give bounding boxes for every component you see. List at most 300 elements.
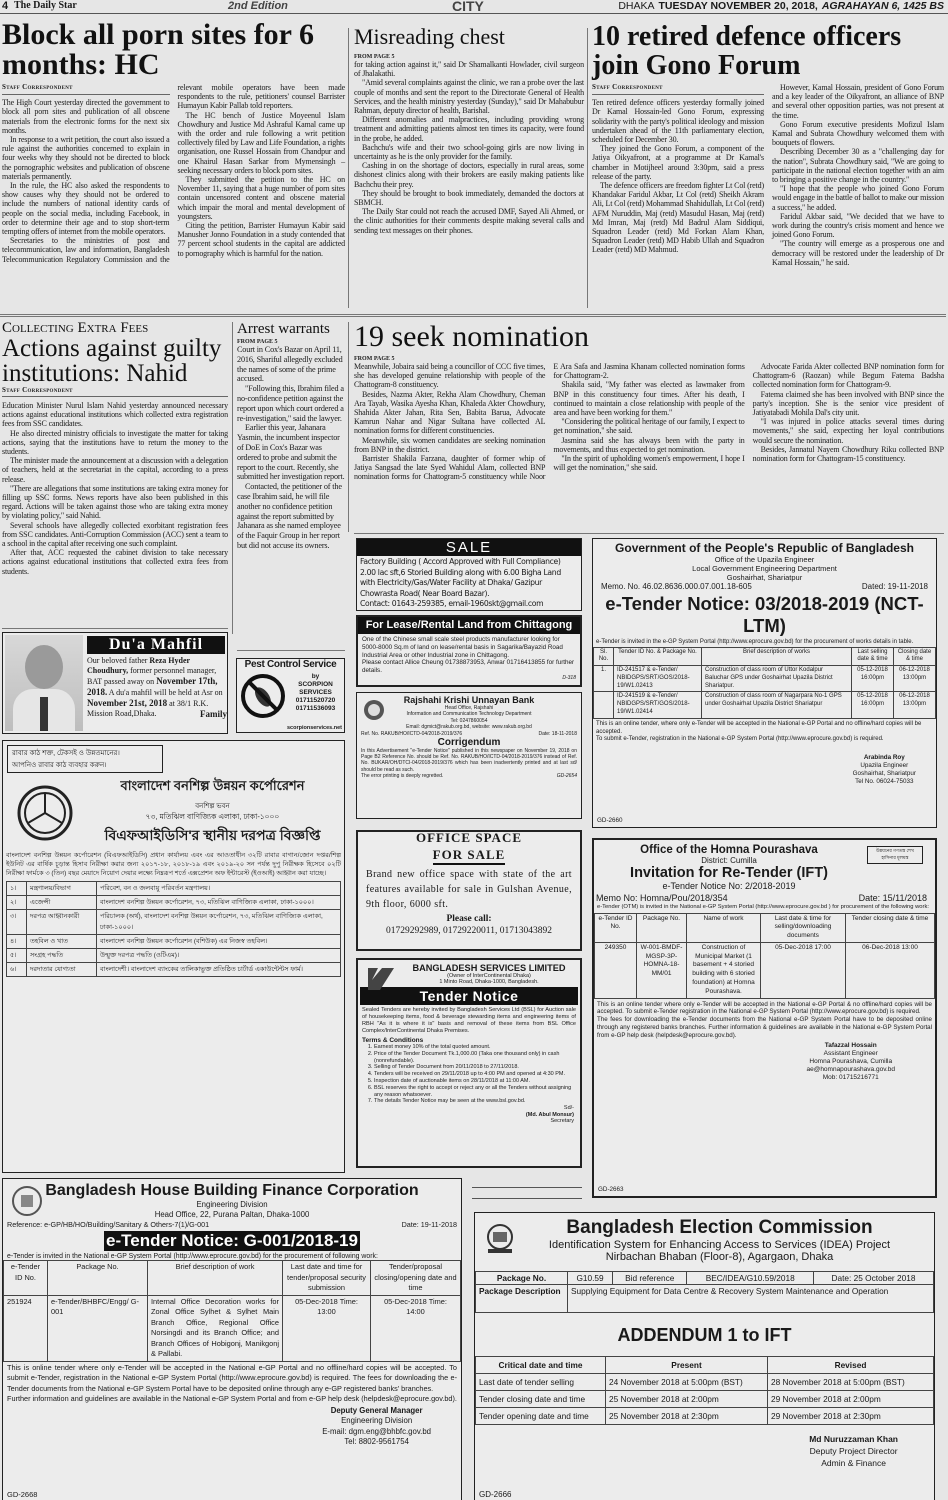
reference: Reference: e-GP/HB/HO/Building/Sanitary & Others-7(1)/G-001	[7, 1220, 210, 1229]
article-body	[592, 83, 944, 267]
article-body	[354, 60, 584, 235]
paragraph: for taking action against it," said Dr Shamalkanti Howlader, civil surgeon of Jhalakathi.	[354, 60, 584, 79]
text-line: Local Government Engineering Department	[692, 564, 837, 573]
article-body	[354, 362, 944, 482]
slogan-box	[7, 745, 163, 773]
text-line: Information and Communication Technology Department	[406, 711, 532, 718]
article-nomination	[354, 322, 944, 482]
ad-heading: Tender Notice	[360, 987, 578, 1005]
website: scorpionservices.net	[286, 725, 342, 731]
column-header: Brief description of work	[148, 1261, 283, 1296]
column-header: e-Tender ID No.	[595, 913, 637, 942]
table-cell: 05-12-2018 16:00pm	[852, 666, 894, 692]
paragraph: The minister made the announcement at a discussion with a delegation of teachers, held at the secretariat in the capital, according to a press release.	[2, 456, 228, 484]
paragraph: Besides, Jannatul Nayem Chowdhury Riku collected BNP nomination form for Chattogram-15 constituency.	[752, 444, 944, 464]
ad-title: Du'a Mahfil	[87, 636, 225, 654]
table-row	[595, 942, 935, 998]
table-row	[7, 935, 341, 949]
signature-block	[322, 1406, 431, 1448]
ad-heading: ADDENDUM 1 to IFT	[617, 1325, 792, 1345]
paragraph: The High Court yesterday directed the government to block all porn sites and publication of all obscene materials from the electronic forms for the next six months.	[2, 98, 170, 135]
ad-title	[358, 829, 580, 865]
table-cell: ID-241517 & e-Tender/ NBIDGPS/SRT/GOS/2018-19/W1.02413	[614, 666, 702, 692]
list-item: 7. The details Tender Notice may be seen at the www.bsl.gov.bd.	[374, 1098, 576, 1105]
date: Date: 15/11/2018	[858, 893, 927, 903]
date: Date: 18-11-2018	[538, 730, 577, 737]
ad-header	[398, 963, 580, 985]
text-line: Tel: 0247860054	[450, 717, 488, 724]
paragraph: After that, ACC requested the cabinet division to take necessary actions against educational institutions that collected extra fees from students.	[2, 548, 228, 576]
table-cell: দরদাতার যোগ্যতা	[27, 963, 97, 977]
signature-row	[594, 1042, 935, 1082]
portrait-photo	[5, 635, 83, 731]
paper-logo: The Daily Star	[14, 0, 77, 11]
paragraph: Barrister Shakila Farzana, daughter of former whip of Jatiya Sangsad the late Syed Wahidul Alam, collected BNP nomination forms for Chattogram-5 constituency while Noor E Ara Safa and Jasmina Khanam collected nomination forms for Chattogram-2.	[354, 362, 745, 482]
jump-from: FROM PAGE 5	[354, 54, 395, 60]
column-divider	[348, 322, 349, 532]
table-row	[4, 1295, 461, 1361]
signer: Deputy General Manager	[330, 1405, 423, 1415]
dateline-bangla: AGRAHAYAN 6, 1425 BS	[821, 0, 944, 12]
table-cell: Tender opening date and time	[476, 1408, 606, 1425]
memo-number: Memo No: Homna/Pou/2018/354	[596, 893, 728, 903]
bfidc-table-wrap	[3, 878, 344, 980]
column-header: e-Tender ID No.	[4, 1261, 48, 1296]
headline: 10 retired defence officers join Gono Forum	[592, 21, 902, 81]
paragraph: "Following this, Ibrahim filed a no-confidence petition against the report upon which court ordered a re-investigation," said the lawyer.	[237, 384, 344, 423]
paragraph: Bachchu's wife and their two school-going girls are now living in uncertainty as he is the only provider for the family.	[354, 142, 584, 162]
list-item: 1. Earnest money 10% of the total quoted amount.	[374, 1044, 576, 1051]
table-cell: Construction of Municipal Market (1 basement + 4 storied building with 6 storied foundation) at Homna Pourashava.	[687, 942, 761, 998]
text-line: Further information and guidelines are available in the National e-GP System Portal and from e-GP help desk (helpdesk@eprocure.gov.bd).	[7, 1394, 457, 1403]
ad-title: Rajshahi Krishi Unnayan Bank	[403, 695, 535, 705]
paragraph: They submitted the petition to the HC on November 11, saying that a huge number of porn sites contain uncensored content and obscene material which impair the moral and mental development of youngsters.	[177, 175, 345, 221]
signer-lines	[806, 1050, 895, 1082]
text: ৭৩, মতিঝিল বাণিজ্যিক এলাকা, ঢাকা-১০০০	[145, 812, 280, 821]
ad-code: D-318	[562, 674, 576, 681]
article-body	[2, 83, 345, 264]
ad-title: Government of the People's Republic of Bangladesh	[615, 541, 914, 555]
table-row	[7, 963, 341, 977]
ad-title: Pest Control Service	[244, 659, 337, 670]
text: District: Cumilla	[701, 856, 757, 865]
column-divider	[232, 322, 233, 634]
ad-notes	[3, 1362, 461, 1406]
table-cell: 06-12-2018 13:00pm	[894, 666, 936, 692]
ad-text	[357, 556, 581, 611]
table-cell: 29 November 2018 at 2:30pm	[768, 1408, 934, 1425]
column-header: Closing date & time	[894, 647, 936, 666]
signer-lines	[809, 1445, 898, 1469]
paragraph: "Considering the political heritage of our family, I expect to get nomination," she said.	[553, 417, 745, 436]
ad-title: Bangladesh Election Commission	[566, 1217, 873, 1238]
ad-lease-land	[356, 615, 582, 687]
table-cell: 25 November 2018 at 2:00pm	[606, 1391, 768, 1408]
table-cell: W-001-BMDF-MGSP-3P-HOMNA-18-MM/01	[637, 942, 687, 998]
ad-header	[3, 1179, 461, 1220]
cell: BEC/IDEA/G10.59/2018	[687, 1272, 814, 1285]
column-header: Tender ID No. & Package No.	[614, 647, 702, 666]
paragraph: Contacted, the petitioner of the case Ibrahim said, he will file another no confidence petition against the report submitted by Jahanara as she named employee of the Faquir Group in her report but did not accuse its owners.	[237, 482, 342, 550]
text-line: 2.00 lac sft,6 Storied Building along with 6.00 Bigha Land	[360, 567, 561, 577]
ad-intro: e-Tender is invited in the e-GP System Portal (http://www.eprocure.gov.bd) for the procurement of works details in table.	[596, 639, 914, 645]
text: A du'a mahfil will be held at Asr on	[107, 688, 223, 697]
date: November 17th, 2018.	[87, 676, 218, 697]
table-cell: Tender closing date and time	[476, 1391, 606, 1408]
paragraph: Describing December 30 as a "challenging day for the nation", Subrata Chowdhury said, "We are going to participate in the national election together with an aim to bringing a positive change in the country."	[772, 147, 944, 185]
text-line: Office of the Upazila Engineer	[714, 555, 815, 564]
paragraph: "I hope that the people who joined Gono Forum would engage in the battle of ballot to make our mission a success," he added.	[772, 184, 945, 212]
paragraph: "In the spirit of upholding women's empowerment, I hope I will get the nomination," she said.	[553, 454, 745, 473]
table-header-row	[476, 1357, 934, 1374]
text-line: The fees for downloading the e-Tender documents from the National e-GP System Portal have to be deposited online through any registered banks branches. Further information & guidelines are available in the National e-GP System Portal from e-GP help desk (helpdesk@eprocure.gov.bd).	[597, 1016, 932, 1039]
text: by	[311, 673, 320, 680]
text-line: Tel: 8802-9561754	[344, 1437, 409, 1446]
ad-bec-addendum	[474, 1212, 935, 1500]
table-row	[476, 1285, 934, 1313]
signature-block	[809, 1433, 898, 1469]
table-cell: বাংলাদেশ বনশিল্প উন্নয়ন কর্পোরেশন, ৭৩, মতিঝিল বাণিজ্যিক এলাকা, ঢাকা-১০০০।	[97, 896, 341, 910]
company: SCORPION SERVICES	[298, 681, 333, 696]
table-header-row	[4, 1261, 461, 1296]
paragraph: The Daily Star could not reach the accused DMF, Sayed Ali Ahmed, or the clinic authorities for their comments despite making several calls and sending text messages on their phones.	[354, 207, 584, 235]
ad-factory-sale	[356, 538, 582, 611]
table-cell: 249350	[595, 942, 637, 998]
ad-header	[475, 1213, 934, 1263]
paragraph: Secretaries to the ministries of post and telecommunication, law and information, Bangladesh Telecommunication Regulatory Commission and the relevant mobile operators have been made respondents to the rule, petitioners' counsel Barrister Humayun Kabir Pallab told reporters.	[2, 83, 345, 264]
byline: Staff Correspondent	[2, 83, 170, 95]
signature: Family	[200, 709, 227, 719]
masthead	[0, 0, 948, 14]
article-body	[2, 401, 228, 576]
cell: Package No.	[476, 1272, 568, 1285]
text-line: Goshairhat, Shariatpur	[726, 573, 803, 582]
table-row	[7, 896, 341, 910]
paragraph: Advocate Farida Akter collected BNP nomination form for Chattogram-6 (Raozan) while Begum Fatema Badsha collected nomination form for Chattogram-9.	[752, 362, 944, 390]
signature-row	[593, 754, 936, 786]
memo-number: Memo. No. 46.02.8636.000.07.001.18-605	[601, 582, 752, 591]
phone: 01711520720	[295, 697, 336, 704]
text: One of the Chinese small scale steel products manufacturer looking for 5000-8000 Sq.m of land on lease/rental basis in Sagarika/Bayazid Road Industrial Area or other Industrial zone in Chittagong.	[362, 636, 563, 659]
ad-heading: e-Tender Notice: 03/2018-2019 (NCT-LTM)	[605, 593, 924, 636]
article-body	[237, 345, 345, 551]
ad-text	[87, 656, 227, 719]
text-line: Homna Pourashava, Cumilla	[809, 1057, 893, 1065]
text-line: Chowrasta Road( Near Board Bazar).	[360, 588, 490, 598]
table-row	[7, 910, 341, 935]
text: রাবার কাঠ শক্ত, টেকসই ও উন্নতমানের।	[12, 750, 120, 757]
table-cell: এজেন্সী	[27, 896, 97, 910]
text-line: Admin & Finance	[821, 1458, 886, 1468]
column-header: Name of work	[687, 913, 761, 942]
bfidc-logo-icon	[17, 785, 73, 841]
table-cell: ৫।	[7, 949, 27, 963]
table-cell: ২।	[7, 896, 27, 910]
column-header: Tender closing date & time	[846, 913, 935, 942]
text: The error printing is deeply regretted.	[361, 773, 444, 780]
paragraph: Fatema claimed she has been involved with BNP since the party's inception. She is the senior vice president of Jatiyatabadi Mohila Dal's city unit.	[752, 389, 944, 418]
text-line: E-mail: dgm.eng@bhbfc.gov.bd	[322, 1426, 431, 1436]
list-item: 3. Selling of Tender Document from 20/11/2018 to 27/11/2018.	[374, 1064, 576, 1071]
article-misreading-chest	[354, 26, 584, 235]
byline: Staff Correspondent	[592, 83, 764, 95]
paragraph: Faridul Akbar said, "We decided that we have to work during the country's crisis moment and hence we joined Gono Forum.	[772, 211, 944, 240]
text: former personnel manager, BAT passed away on	[87, 666, 217, 686]
no-bug-icon	[240, 673, 286, 719]
column-divider	[348, 28, 349, 308]
signer: Tafazzal Hossain	[824, 1041, 877, 1049]
dates-table	[475, 1356, 934, 1425]
headline: Arrest warrants	[237, 321, 330, 337]
table-cell: ১।	[7, 882, 27, 896]
table-row	[476, 1272, 934, 1285]
text-line: This is online tender where only e-Tender will be accepted in the National e-GP Portal and no offline/hard copies will be accepted. To submit e-Tender, registration in the National e-GP System Portal (http://www.eprocure.gov.bd) is required. The fees for downloading the e-Tender documents from the National e-GP System Portal have to be deposited online through any e-GP registered banks' branches.	[7, 1362, 457, 1393]
ad-title: For Lease/Rental Land from Chittagong	[358, 617, 580, 634]
paragraph: Meanwhile, six women candidates are seeking nomination from BNP in the district.	[354, 435, 546, 454]
ad-title: Bangladesh House Building Finance Corporation	[45, 1182, 419, 1199]
ad-homna-retender	[592, 838, 937, 1198]
jump-from: FROM PAGE 5	[237, 339, 278, 345]
ad-text: In this Advertisement "e-Tender Notice" published in this newspaper on November 19, 2018 on Page B2 Reference No. should be Ref. No. RAKUB/HO/ICTD-04/2018-2019/376 instead of Ref. No. BUKAR/OH/DTCI-04/2018-2019/376 which has been inadvertently printed and at last sd/ should be read as such.	[361, 747, 577, 773]
signature-row	[475, 1433, 934, 1469]
memo-row	[594, 891, 935, 903]
table-cell: পরিবেশ, বন ও জলবায়ু পরিবর্তন মন্ত্রণালয়।	[97, 882, 341, 896]
kicker: Collecting Extra Fees	[2, 320, 149, 336]
ad-code: GD-2668	[7, 1490, 38, 1499]
table-cell: সংগ্রহ পদ্ধতি	[27, 949, 97, 963]
signer: Md Nuruzzaman Khan	[809, 1434, 898, 1444]
paragraph: Shakila said, "My father was elected as lawmaker from BNP in this constituency four times. After his death, I continued to maintain a close relationship with people of the area and have been working for them."	[553, 380, 745, 418]
heading-wrap	[3, 1231, 461, 1251]
footer-row	[357, 773, 581, 779]
ad-code: GD-2666	[479, 1490, 512, 1499]
paragraph: They joined the Gono Forum, a component of the Jatiya Oikyafront, at a programme at Dr Kamal's chamber in Motijheel around 3:30pm, said a press release of the party.	[592, 144, 764, 181]
paragraph: Earlier this year, Jahanara Yasmin, the incumbent inspector of DoE in Cox's Bazar was ordered to probe and submit the report to the court. Recently, she submitted her investigation report.	[237, 423, 345, 482]
table-row	[594, 692, 936, 718]
ad-bsl-tender	[356, 958, 582, 1168]
paragraph: Cashing in on the shortage of doctors, especially in rural areas, some dishonest clinics along with their brokers are easily making patients like Bachchu their prey.	[354, 161, 584, 189]
table-cell: উন্মুক্ত দরপত্র পদ্ধতি (ওটিএম)।	[97, 949, 341, 963]
slogan-box: উন্নয়নের গণতন্ত্র শেখ হাসিনার মূলমন্ত্র	[867, 846, 923, 864]
ad-header	[357, 695, 581, 731]
text-line: Email: dgmict@rakub.org.bd, website: www.rakub.org.bd	[406, 724, 532, 731]
table-cell: 28 November 2018 at 5:00pm (BST)	[768, 1374, 934, 1391]
column-header: Package No.	[637, 913, 687, 942]
ad-title: বাংলাদেশ বনশিল্প উন্নয়ন কর্পোরেশন	[120, 778, 305, 793]
signature-block	[806, 1042, 895, 1082]
ad-intro: e-Tender (OTM) is invited in the National e-GP System Portal (http://www.eprocure.gov.bd ) for procurement of the following work:	[597, 904, 929, 910]
ad-text: Brand new office space with state of the art features available for sale in Gulshan Avenue, 9th floor, 6000 sft.	[366, 869, 572, 910]
paragraph: Gono Forum executive presidents Mofizul Islam Kamal and Subrata Chowdhury welcomed them with bouquets of flowers.	[772, 119, 944, 148]
signer: Arabinda Roy	[863, 754, 905, 762]
article-gono-forum	[592, 22, 944, 267]
cell: G10.59	[568, 1272, 613, 1285]
text-line: Engineering Division	[196, 1200, 268, 1209]
dateline-city: DHAKA	[618, 0, 655, 12]
ad-header-row	[3, 777, 344, 848]
page-number: 4	[2, 0, 9, 12]
section-rule	[472, 1198, 582, 1199]
paragraph: They should be brought to book immediately, demanded the doctors at SBMCH.	[354, 188, 584, 208]
table-cell: ৩।	[7, 910, 27, 935]
signature-block	[358, 1105, 580, 1125]
section-rule	[0, 314, 946, 317]
table-row	[476, 1374, 934, 1391]
text-line: Assistant Engineer	[823, 1049, 878, 1057]
table-cell: দরপত্র আহ্বানকারী	[27, 910, 97, 935]
ad-notes	[594, 999, 935, 1042]
paragraph: In the rule, the HC also asked the respondents to show causes why they should not be ordered to include the numbers of national identity cards of people on the social media, including Facebook, in order to determine their age and to stop short-term tempting offers of internet from the mobile operators.	[2, 181, 170, 237]
column-header: Package No.	[48, 1261, 148, 1296]
text-line: Goshairhat, Shariatpur	[852, 770, 916, 778]
ad-header	[81, 777, 344, 848]
signer: (Md. Abul Monsur)	[525, 1111, 574, 1118]
table-cell: 251924	[4, 1295, 48, 1361]
ad-dua-mahfil	[2, 632, 228, 734]
phone-numbers: 01729292989, 01729220011, 01713043892	[386, 926, 552, 936]
text-line: Factory Building ( Accord Approved with Full Compliance)	[360, 557, 561, 566]
bfidc-table	[6, 881, 341, 977]
table-cell: বাংলাদেশ বনশিল্প উন্নয়ন কর্পোরেশন (বশিউক) এর নিজস্ব তহবিল।	[97, 935, 341, 949]
table-cell: Internal Office Decoration works for Zonal Office Sylhet & Sylhet Main Branch Office, Regional Office Norsingdi and its Branch Office; and Branch Offices of Hobigonj, Manikgonj & Pallabi.	[148, 1295, 283, 1361]
list-item: 2. Price of the Tender Document Tk.1,000.00 (Taka one thousand only) in cash (nonrefundable).	[374, 1051, 576, 1065]
table-cell: তহবিল ও খাত	[27, 935, 97, 949]
paragraph: Citing the petition, Barrister Humayun Kabir said Manusher Jonno Foundation in a study contended that 77 percent school students in the capital are addicted to pornography which is harmful for the nation.	[177, 221, 345, 258]
paragraph: Jasmina said she has always been with the party in movements, and thus expected to get nomination.	[553, 435, 745, 454]
text-line: To submit e-Tender, registration in the National e-GP System Portal (http://www.eprocure.gov.bd) is required.	[596, 736, 884, 743]
ad-title: BANGLADESH SERVICES LIMITED	[412, 963, 566, 973]
text: at 38/1 R.K. Mission Road,Dhaka.	[87, 699, 209, 718]
text-line: ae@homnapourashava.gov.bd	[806, 1065, 895, 1073]
cell: Supplying Equipment for Data Centre & Recovery System Maintenance and Operation	[568, 1285, 934, 1313]
text-line: Engineering Division	[341, 1416, 413, 1425]
signer-lines	[322, 1416, 431, 1448]
headline: Misreading chest	[354, 24, 505, 49]
text-line: with Electricity/Gas/Water Facility at Dhaka/ Gazipur	[360, 578, 542, 587]
table-cell: Construction of class room of Uttor Kodalpur Baluchar GPS under Goshairhat Upazila District Shariatpur.	[702, 666, 852, 692]
article-porn-sites	[2, 20, 345, 264]
date: November 21st, 2018	[87, 698, 168, 708]
section-rule	[472, 1187, 582, 1188]
table-cell: e-Tender/BHBFC/Engg/ G-001	[48, 1295, 148, 1361]
table-cell: Construction of class room of Nagarpara No-1 GPS under Goshairhat Upazila District Shariatpur	[702, 692, 852, 718]
ad-heading: Corrigendum	[437, 736, 501, 748]
headline: Block all porn sites for 6 months: HC	[2, 18, 314, 81]
article-nahid	[2, 321, 228, 576]
table-cell: 05-Dec-2018 Time: 14:00	[371, 1295, 461, 1361]
section-rule	[237, 650, 345, 651]
ad-code: GD-2660	[597, 817, 623, 824]
package-table	[475, 1271, 934, 1313]
column-header: Last date & time for selling/downloading documents	[761, 913, 846, 942]
ad-contact	[287, 673, 344, 713]
phone: 01711536093	[295, 705, 336, 712]
ad-intro: e-Tender is invited in the National e-GP System Portal (http://www.eprocure.gov.bd) for the procurement of following work:	[7, 1253, 378, 1260]
ad-intro: বাংলাদেশ বনশিল্প উন্নয়ন কর্পোরেশন (বিএফআইডিসি) প্রধান কার্যালয় এবং এর আওতাধীন ৩২টি রাবার বাগান/জোন দপ্তর/শিল্প ইউনিট এর বার্ষিক চূড়ান্ত হিসাব নিরীক্ষা করার জন্য ২০১৭-১৮, ২০১৮-১৯ এবং ২০১৯-২০ সন পর্যন্ত দুপু নিরীক্ষক হিসেবে ০২টি নিরীক্ষা ফার্মকে ৩ (তিন) বছর মেয়াদে নিয়োগ দেয়ার লক্ষ্যে নিম্নরূপ শর্তে এক্সপ্রেশন অফ ইন্টারেস্ট (ইওআই) আহ্বান করা যাচ্ছে।	[6, 852, 341, 877]
text: আপনিও রাবার কাঠ ব্যবহার করুন।	[12, 762, 107, 769]
paragraph: "Amid several complaints against the clinic, we ran a probe over the last couple of months and sent the report to the Directorate General of Health Services, and the health ministry yesterday (Sunday)," said Dr Mahabubur Rahman, deputy director of health, Barishal.	[354, 78, 584, 116]
cell: Bid reference	[613, 1272, 687, 1285]
text-line: Deputy Project Director	[809, 1446, 898, 1456]
paragraph: In response to a writ petition, the court also issued a rule against the authorities concerned to explain in four weeks why they should not be directed to block the pornographic websites and publication of obscene materials permanently.	[2, 135, 170, 181]
paragraph: However, Kamal Hossain, president of Gono Forum and a key leader of the Oikyafront, an alliance of BNP and several other opposition parties, was not present at the time.	[772, 83, 944, 120]
address: 1 Minto Road, Dhaka-1000, Bangladesh.	[439, 979, 539, 985]
table-row	[476, 1408, 934, 1425]
section-rule	[2, 628, 228, 629]
notice-number: e-Tender Notice No: 2/2018-2019	[662, 881, 796, 891]
table-cell: 1.	[594, 666, 614, 692]
table-cell: 05-12-2018 16:00pm	[852, 692, 894, 718]
cell: Date: 25 October 2018	[814, 1272, 934, 1285]
table-cell: বাংলাদেশী। বাংলাদেশ ব্যাংকের তালিকাভুক্ত প্রতিষ্ঠিত চার্টার্ড একাউন্টেন্টস ফার্ম।	[97, 963, 341, 977]
date: Date: 19-11-2018	[401, 1220, 457, 1229]
ad-title: SALE	[357, 539, 581, 556]
date: Dated: 19-11-2018	[861, 582, 928, 591]
ad-heading: Invitation for Re-Tender (IFT)	[630, 865, 828, 881]
paragraph: Education Minister Nurul Islam Nahid yesterday announced necessary actions against educational institutions which collected extra registration fees from SSC candidates.	[2, 401, 228, 429]
edition: 2nd Edition	[228, 0, 288, 12]
column-header: Revised	[768, 1357, 934, 1374]
table-cell: 06-Dec-2018 13:00	[846, 942, 935, 998]
column-header: Last date and time for tender/proposal security submission	[283, 1261, 371, 1296]
table-cell	[594, 692, 614, 718]
text-line: Upazila Engineer	[860, 762, 909, 770]
ad-text	[358, 634, 580, 683]
ad-address	[357, 705, 581, 731]
ad-address	[3, 1200, 461, 1220]
text: FOR SALE	[433, 846, 506, 865]
bec-logo-icon	[485, 1223, 515, 1255]
ad-code: GD-2663	[598, 1186, 624, 1193]
table-cell: 29 November 2018 at 2:00pm	[768, 1391, 934, 1408]
dateline	[618, 0, 944, 12]
column-header: Sl. No.	[594, 647, 614, 666]
table-cell: পরিচালক (অর্থ), বাংলাদেশ বনশিল্প উন্নয়ন কর্পোরেশন, ৭৩, মতিঝিল বাণিজ্যিক এলাকা, ঢাকা-১০০০।	[97, 910, 341, 935]
ad-header	[594, 840, 864, 891]
paragraph: Several schools have allegedly collected exorbitant registration fees from SSC candidates. Anti-Corruption Commission (ACC) sent a team to a school in the capital after receiving one such complaint.	[2, 520, 228, 549]
column-divider	[587, 28, 588, 308]
paragraph: "The country will emerge as a prosperous one and democracy will be restored under the leadership of Dr Kamal Hossain," he said.	[772, 239, 944, 267]
column-header: Last selling date & time	[852, 647, 894, 666]
text: Identification System for Enhancing Access to Services (IDEA) Project	[548, 1239, 891, 1251]
bhbfc-logo-icon	[11, 1185, 43, 1217]
table-cell: ID-241519 & e-Tender/ NBIDGPS/SRT/GOS/2018-19/W1.02414	[614, 692, 702, 718]
ad-heading: বিএফআইডিসি'র স্থানীয় দরপত্র বিজ্ঞপ্তি	[104, 827, 321, 843]
terms-list	[358, 1044, 580, 1105]
tender-table	[3, 1260, 461, 1362]
reference: Ref. No. RAKUB/HO/ICTD-04/2018-2019/376	[361, 730, 463, 737]
text-line: Head Office, Rajshahi	[444, 705, 494, 711]
ad-bfidc-tender	[2, 740, 345, 1173]
ad-rakub-corrigendum	[356, 692, 582, 819]
dateline-date: TUESDAY NOVEMBER 20, 2018,	[658, 0, 818, 12]
paragraph: Ten retired defence officers yesterday formally joined Dr Kamal Hossain-led Gono Forum, expressing solidarity with the party's political ideology and mission undertaken ahead of the 11th parliamentary election, scheduled for December 30.	[592, 98, 764, 145]
address: Nirbachan Bhaban (Floor-8), Agargaon, Dhaka	[605, 1251, 834, 1263]
column-header: Brief description of works	[702, 647, 852, 666]
ad-notes	[593, 719, 936, 746]
text: (Owner of InterContinental Dhaka)	[447, 973, 531, 979]
text-line: This is an online tender where only e-Tender will be accepted in the National e-GP Portal & no offline/hard copies will be accepted. To submit e-Tender registration in the National e-GP System Portal (http://www.eprocure.gov.bd) is required.	[597, 1000, 932, 1016]
signer-lines	[853, 762, 916, 786]
ref-row	[3, 1220, 461, 1229]
signature-row	[3, 1406, 461, 1448]
table-row	[594, 666, 936, 692]
ad-address	[593, 555, 936, 582]
paragraph: The HC bench of Justice Moyeenul Islam Chowdhury and Justice Md Ashraful Kamal came up with the order and rule following a writ petition collectively filed by Law and Life Foundation, a rights organisation, one Russel Hossain from Chandpur and one Khairul Hasan Sarkar from Mymensingh – seeking necessary orders to block porn sites.	[177, 110, 345, 175]
text: OFFICE SPACE	[415, 830, 522, 845]
ad-text: Sealed Tenders are hereby invited by Bangladesh Services Ltd (BSL) for Auction sale of housekeeping items, food & beverage stewarding items and engineering items of RBH "As it is where it is" basis and removal of these items from BSL Office Complex/InterContinental Dhaka Premises.	[362, 1007, 576, 1034]
table-cell: ৬।	[7, 963, 27, 977]
